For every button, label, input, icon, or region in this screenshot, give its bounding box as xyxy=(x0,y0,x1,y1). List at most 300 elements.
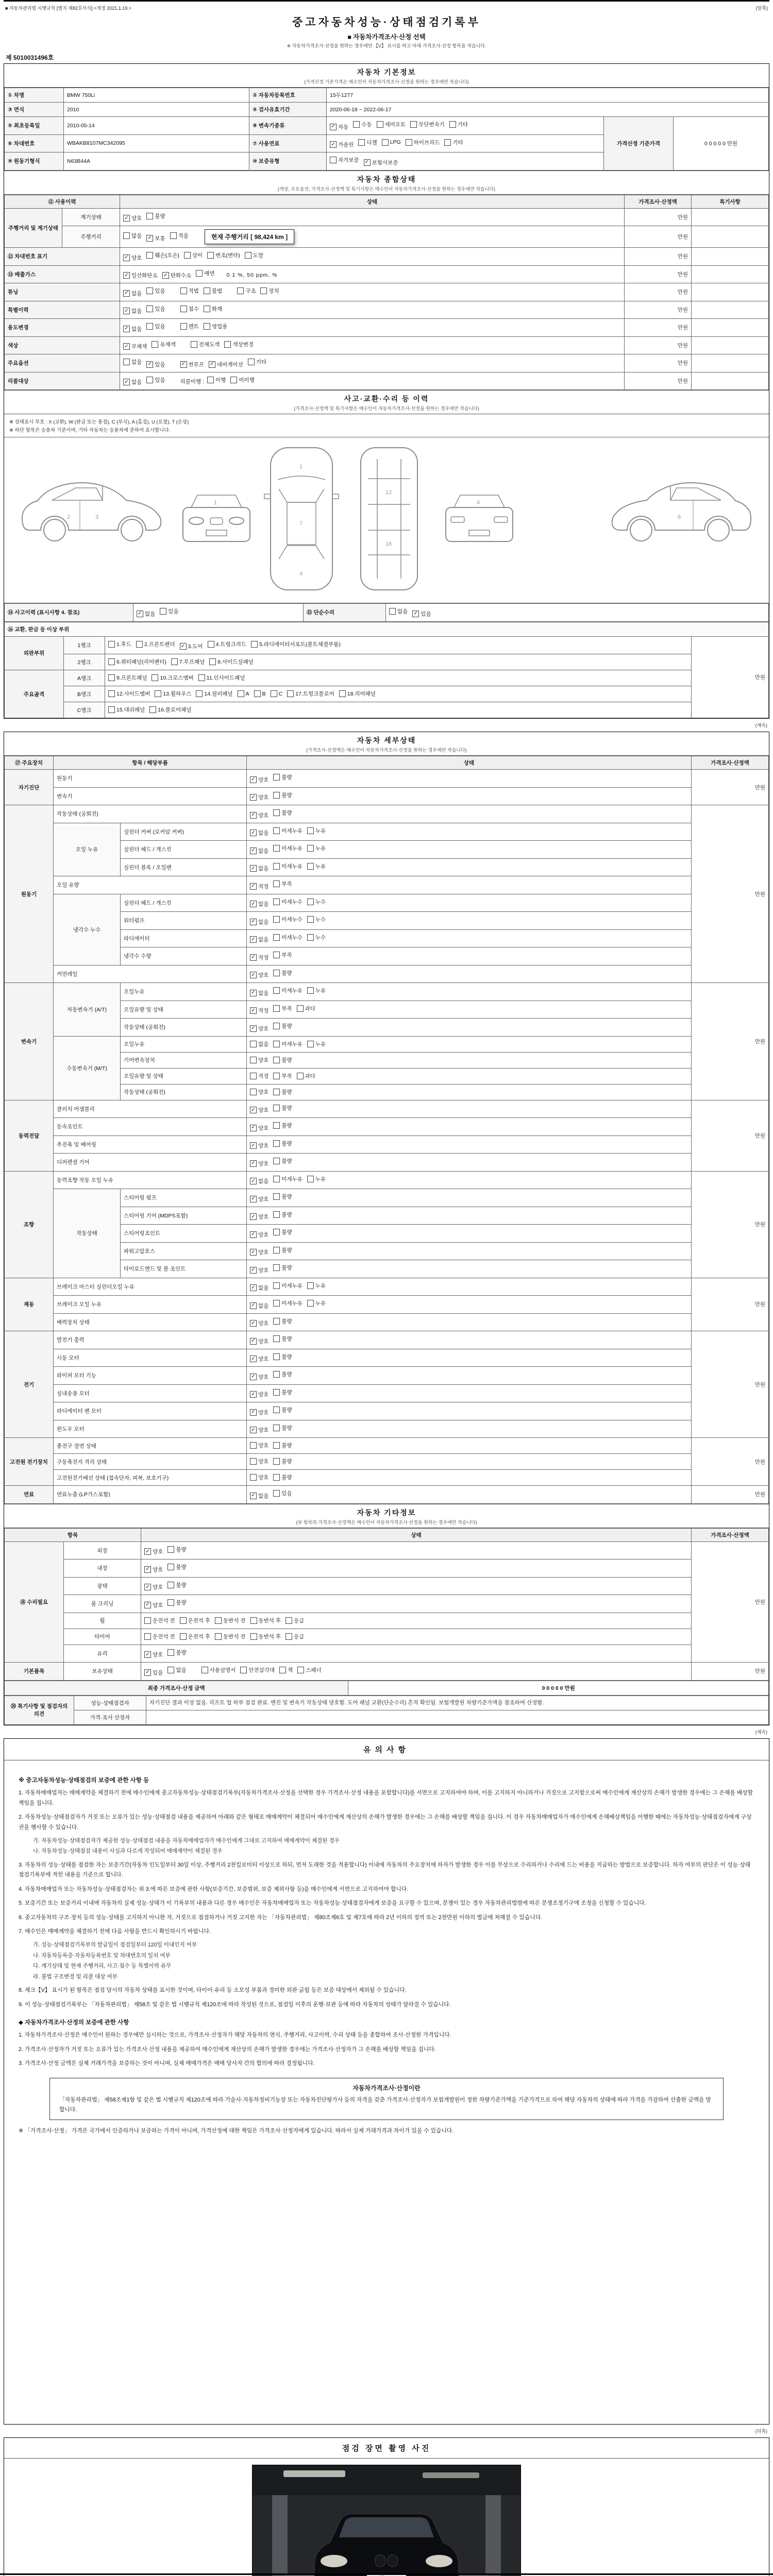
checkbox-unchecked-icon[interactable] xyxy=(167,1599,174,1606)
checkbox-unchecked-icon[interactable] xyxy=(167,1564,174,1570)
checkbox-unchecked-icon[interactable] xyxy=(254,690,261,697)
checkbox-option[interactable] xyxy=(250,1458,268,1465)
checkbox-option[interactable] xyxy=(273,1317,292,1325)
checkbox-option[interactable] xyxy=(123,272,158,279)
checkbox-unchecked-icon[interactable] xyxy=(238,690,244,697)
checkbox-unchecked-icon[interactable] xyxy=(167,1582,174,1588)
checkbox-option[interactable] xyxy=(123,343,147,350)
checkbox-checked-icon[interactable]: ✓ xyxy=(250,919,257,925)
checkbox-unchecked-icon[interactable] xyxy=(146,377,153,383)
checkbox-unchecked-icon[interactable] xyxy=(444,139,451,146)
checkbox-checked-icon[interactable]: ✓ xyxy=(250,1025,257,1032)
checkbox-option[interactable] xyxy=(207,376,226,384)
checkbox-unchecked-icon[interactable] xyxy=(230,377,237,383)
checkbox-unchecked-icon[interactable] xyxy=(353,121,360,128)
checkbox-unchecked-icon[interactable] xyxy=(123,232,130,239)
checkbox-unchecked-icon[interactable] xyxy=(273,1425,280,1431)
checkbox-option[interactable] xyxy=(171,658,205,666)
checkbox-unchecked-icon[interactable] xyxy=(273,1442,280,1449)
checkbox-unchecked-icon[interactable] xyxy=(167,1649,174,1656)
checkbox-unchecked-icon[interactable] xyxy=(307,1282,314,1289)
checkbox-option[interactable] xyxy=(250,1040,268,1048)
checkbox-option[interactable] xyxy=(250,971,268,979)
checkbox-unchecked-icon[interactable] xyxy=(184,252,191,259)
checkbox-unchecked-icon[interactable] xyxy=(273,987,280,994)
checkbox-checked-icon[interactable]: ✓ xyxy=(250,972,257,978)
checkbox-unchecked-icon[interactable] xyxy=(248,359,255,365)
checkbox-option[interactable] xyxy=(250,1473,268,1481)
checkbox-option[interactable] xyxy=(273,1473,292,1481)
checkbox-option[interactable] xyxy=(285,1633,304,1640)
checkbox-option[interactable] xyxy=(108,658,166,666)
checkbox-unchecked-icon[interactable] xyxy=(207,252,214,259)
checkbox-unchecked-icon[interactable] xyxy=(271,690,277,697)
checkbox-option[interactable] xyxy=(250,1426,268,1434)
checkbox-checked-icon[interactable]: ✓ xyxy=(137,611,143,617)
checkbox-option[interactable] xyxy=(250,1355,268,1363)
checkbox-option[interactable] xyxy=(250,1072,268,1080)
checkbox-unchecked-icon[interactable] xyxy=(245,252,251,259)
checkbox-option[interactable] xyxy=(180,305,199,313)
checkbox-unchecked-icon[interactable] xyxy=(273,1300,280,1307)
checkbox-checked-icon[interactable]: ✓ xyxy=(180,643,187,650)
checkbox-option[interactable] xyxy=(273,1005,292,1012)
checkbox-checked-icon[interactable]: ✓ xyxy=(123,308,130,314)
checkbox-checked-icon[interactable]: ✓ xyxy=(250,883,257,890)
checkbox-unchecked-icon[interactable] xyxy=(237,287,244,294)
checkbox-option[interactable] xyxy=(285,1617,304,1624)
checkbox-unchecked-icon[interactable] xyxy=(207,377,214,383)
checkbox-checked-icon[interactable]: ✓ xyxy=(250,1160,257,1167)
checkbox-option[interactable] xyxy=(307,862,326,870)
checkbox-unchecked-icon[interactable] xyxy=(285,1633,292,1640)
checkbox-option[interactable] xyxy=(123,214,142,222)
checkbox-option[interactable] xyxy=(180,1633,211,1640)
checkbox-option[interactable] xyxy=(184,251,203,259)
checkbox-option[interactable] xyxy=(144,1633,175,1640)
checkbox-option[interactable] xyxy=(250,883,268,890)
checkbox-option[interactable] xyxy=(250,1007,268,1014)
checkbox-unchecked-icon[interactable] xyxy=(307,934,314,941)
checkbox-unchecked-icon[interactable] xyxy=(273,1353,280,1360)
checkbox-unchecked-icon[interactable] xyxy=(224,341,231,348)
checkbox-checked-icon[interactable]: ✓ xyxy=(250,1125,257,1131)
checkbox-option[interactable] xyxy=(196,269,214,277)
checkbox-option[interactable] xyxy=(297,1072,315,1080)
checkbox-option[interactable] xyxy=(146,361,165,368)
checkbox-unchecked-icon[interactable] xyxy=(273,1122,280,1129)
checkbox-option[interactable] xyxy=(260,287,279,295)
checkbox-option[interactable] xyxy=(307,1175,326,1183)
checkbox-unchecked-icon[interactable] xyxy=(260,287,267,294)
checkbox-checked-icon[interactable]: ✓ xyxy=(250,1178,257,1184)
checkbox-option[interactable] xyxy=(146,287,165,295)
checkbox-unchecked-icon[interactable] xyxy=(136,641,143,648)
checkbox-unchecked-icon[interactable] xyxy=(273,970,280,976)
checkbox-option[interactable] xyxy=(287,690,334,698)
checkbox-checked-icon[interactable]: ✓ xyxy=(250,1213,257,1220)
checkbox-option[interactable] xyxy=(250,1391,268,1398)
checkbox-checked-icon[interactable]: ✓ xyxy=(250,1107,257,1113)
checkbox-checked-icon[interactable]: ✓ xyxy=(250,901,257,907)
checkbox-option[interactable] xyxy=(170,232,189,240)
checkbox-checked-icon[interactable]: ✓ xyxy=(330,141,337,148)
checkbox-unchecked-icon[interactable] xyxy=(358,139,365,146)
checkbox-unchecked-icon[interactable] xyxy=(146,252,153,259)
checkbox-checked-icon[interactable]: ✓ xyxy=(144,1651,151,1658)
checkbox-option[interactable] xyxy=(250,1056,268,1064)
checkbox-option[interactable] xyxy=(273,951,292,959)
checkbox-unchecked-icon[interactable] xyxy=(108,706,115,713)
checkbox-unchecked-icon[interactable] xyxy=(297,1667,304,1673)
checkbox-checked-icon[interactable]: ✓ xyxy=(250,776,257,783)
checkbox-unchecked-icon[interactable] xyxy=(330,157,337,163)
checkbox-option[interactable] xyxy=(123,307,142,315)
checkbox-option[interactable] xyxy=(144,1669,163,1676)
checkbox-checked-icon[interactable]: ✓ xyxy=(364,159,371,166)
checkbox-option[interactable] xyxy=(144,1583,163,1591)
checkbox-checked-icon[interactable]: ✓ xyxy=(123,255,130,261)
checkbox-unchecked-icon[interactable] xyxy=(146,287,153,294)
checkbox-unchecked-icon[interactable] xyxy=(273,1211,280,1218)
checkbox-unchecked-icon[interactable] xyxy=(307,1300,314,1307)
checkbox-option[interactable] xyxy=(307,1299,326,1307)
checkbox-checked-icon[interactable]: ✓ xyxy=(144,1602,151,1608)
checkbox-unchecked-icon[interactable] xyxy=(273,1318,280,1325)
checkbox-option[interactable] xyxy=(273,791,292,799)
checkbox-option[interactable] xyxy=(180,323,199,330)
checkbox-option[interactable] xyxy=(273,1022,292,1030)
checkbox-option[interactable] xyxy=(250,1284,268,1292)
checkbox-unchecked-icon[interactable] xyxy=(273,1041,280,1047)
checkbox-option[interactable] xyxy=(250,847,268,855)
checkbox-option[interactable] xyxy=(271,690,283,697)
checkbox-option[interactable] xyxy=(250,989,268,997)
checkbox-option[interactable] xyxy=(273,1282,303,1290)
checkbox-option[interactable] xyxy=(167,1581,186,1589)
checkbox-option[interactable] xyxy=(273,987,303,994)
checkbox-checked-icon[interactable]: ✓ xyxy=(250,848,257,854)
checkbox-unchecked-icon[interactable] xyxy=(449,121,456,128)
checkbox-option[interactable] xyxy=(353,121,372,128)
checkbox-unchecked-icon[interactable] xyxy=(191,341,197,348)
checkbox-option[interactable] xyxy=(273,809,292,817)
checkbox-unchecked-icon[interactable] xyxy=(146,323,153,330)
checkbox-unchecked-icon[interactable] xyxy=(146,213,153,219)
checkbox-unchecked-icon[interactable] xyxy=(273,1490,280,1497)
checkbox-option[interactable] xyxy=(444,139,463,146)
checkbox-option[interactable] xyxy=(254,690,266,697)
checkbox-checked-icon[interactable]: ✓ xyxy=(250,1374,257,1380)
checkbox-unchecked-icon[interactable] xyxy=(108,674,115,681)
checkbox-unchecked-icon[interactable] xyxy=(209,658,216,665)
checkbox-option[interactable] xyxy=(273,773,292,781)
checkbox-option[interactable] xyxy=(250,1195,268,1203)
checkbox-checked-icon[interactable]: ✓ xyxy=(412,611,419,617)
checkbox-option[interactable] xyxy=(273,880,292,888)
checkbox-option[interactable] xyxy=(250,900,268,908)
checkbox-unchecked-icon[interactable] xyxy=(273,845,280,852)
checkbox-option[interactable] xyxy=(146,212,165,220)
checkbox-option[interactable] xyxy=(180,1617,211,1624)
checkbox-unchecked-icon[interactable] xyxy=(307,827,314,834)
checkbox-unchecked-icon[interactable] xyxy=(307,916,314,923)
checkbox-unchecked-icon[interactable] xyxy=(198,674,205,681)
checkbox-unchecked-icon[interactable] xyxy=(273,1158,280,1164)
checkbox-option[interactable] xyxy=(307,844,326,852)
checkbox-unchecked-icon[interactable] xyxy=(273,1193,280,1200)
checkbox-option[interactable] xyxy=(240,1666,275,1674)
checkbox-option[interactable] xyxy=(108,640,131,648)
checkbox-option[interactable] xyxy=(146,376,165,384)
checkbox-unchecked-icon[interactable] xyxy=(204,306,210,312)
checkbox-option[interactable] xyxy=(144,1651,163,1658)
checkbox-checked-icon[interactable]: ✓ xyxy=(250,829,257,836)
checkbox-unchecked-icon[interactable] xyxy=(215,1633,222,1640)
checkbox-option[interactable] xyxy=(406,139,440,146)
checkbox-unchecked-icon[interactable] xyxy=(201,1667,208,1673)
checkbox-checked-icon[interactable]: ✓ xyxy=(123,326,130,332)
checkbox-unchecked-icon[interactable] xyxy=(297,1005,304,1012)
checkbox-option[interactable] xyxy=(209,658,254,666)
checkbox-option[interactable] xyxy=(364,159,398,166)
checkbox-checked-icon[interactable]: ✓ xyxy=(250,1409,257,1416)
checkbox-unchecked-icon[interactable] xyxy=(167,1667,174,1673)
checkbox-unchecked-icon[interactable] xyxy=(250,1041,257,1047)
checkbox-option[interactable] xyxy=(208,640,246,648)
checkbox-option[interactable] xyxy=(330,141,354,148)
checkbox-option[interactable] xyxy=(273,1424,292,1432)
checkbox-option[interactable] xyxy=(273,1072,292,1080)
checkbox-option[interactable] xyxy=(180,287,199,295)
checkbox-unchecked-icon[interactable] xyxy=(167,1546,174,1553)
checkbox-option[interactable] xyxy=(237,287,256,295)
checkbox-unchecked-icon[interactable] xyxy=(273,1073,280,1079)
checkbox-checked-icon[interactable]: ✓ xyxy=(330,124,337,130)
checkbox-unchecked-icon[interactable] xyxy=(307,1176,314,1182)
checkbox-checked-icon[interactable]: ✓ xyxy=(250,1249,257,1256)
checkbox-checked-icon[interactable]: ✓ xyxy=(250,1493,257,1499)
checkbox-option[interactable] xyxy=(144,1548,163,1555)
checkbox-option[interactable] xyxy=(167,1599,186,1606)
checkbox-unchecked-icon[interactable] xyxy=(273,1264,280,1271)
checkbox-option[interactable] xyxy=(250,1088,268,1096)
checkbox-checked-icon[interactable]: ✓ xyxy=(250,1427,257,1433)
checkbox-option[interactable] xyxy=(160,607,178,615)
checkbox-unchecked-icon[interactable] xyxy=(273,1140,280,1147)
checkbox-option[interactable] xyxy=(123,290,142,297)
checkbox-option[interactable] xyxy=(250,1633,281,1640)
checkbox-unchecked-icon[interactable] xyxy=(196,690,203,697)
checkbox-option[interactable] xyxy=(273,1228,292,1236)
checkbox-unchecked-icon[interactable] xyxy=(273,1057,280,1063)
checkbox-option[interactable] xyxy=(204,287,222,295)
checkbox-option[interactable] xyxy=(273,1299,303,1307)
checkbox-unchecked-icon[interactable] xyxy=(273,1089,280,1095)
checkbox-option[interactable] xyxy=(250,1177,268,1185)
checkbox-checked-icon[interactable]: ✓ xyxy=(144,1548,151,1555)
checkbox-option[interactable] xyxy=(204,305,222,313)
checkbox-checked-icon[interactable]: ✓ xyxy=(250,1231,257,1238)
checkbox-checked-icon[interactable]: ✓ xyxy=(123,272,130,279)
checkbox-option[interactable] xyxy=(108,706,145,714)
checkbox-option[interactable] xyxy=(307,1282,326,1290)
checkbox-checked-icon[interactable]: ✓ xyxy=(144,1566,151,1573)
checkbox-unchecked-icon[interactable] xyxy=(273,1229,280,1235)
checkbox-unchecked-icon[interactable] xyxy=(297,1073,304,1079)
checkbox-option[interactable] xyxy=(297,1005,315,1012)
checkbox-option[interactable] xyxy=(273,1335,292,1343)
checkbox-option[interactable] xyxy=(273,1264,292,1272)
checkbox-checked-icon[interactable]: ✓ xyxy=(146,361,153,368)
checkbox-unchecked-icon[interactable] xyxy=(273,827,280,834)
checkbox-option[interactable] xyxy=(146,305,165,313)
checkbox-checked-icon[interactable]: ✓ xyxy=(250,794,257,801)
checkbox-option[interactable] xyxy=(146,323,165,330)
checkbox-option[interactable] xyxy=(230,376,254,384)
checkbox-checked-icon[interactable]: ✓ xyxy=(123,290,130,297)
checkbox-option[interactable] xyxy=(155,690,191,698)
checkbox-unchecked-icon[interactable] xyxy=(273,1247,280,1253)
checkbox-option[interactable] xyxy=(410,121,445,128)
checkbox-unchecked-icon[interactable] xyxy=(250,1073,257,1079)
checkbox-option[interactable] xyxy=(250,1025,268,1032)
checkbox-checked-icon[interactable]: ✓ xyxy=(123,215,130,222)
checkbox-option[interactable] xyxy=(250,1302,268,1310)
checkbox-unchecked-icon[interactable] xyxy=(339,690,346,697)
checkbox-checked-icon[interactable]: ✓ xyxy=(250,865,257,872)
checkbox-option[interactable] xyxy=(167,1563,186,1571)
checkbox-option[interactable] xyxy=(273,898,303,906)
checkbox-unchecked-icon[interactable] xyxy=(180,287,187,294)
checkbox-unchecked-icon[interactable] xyxy=(149,706,156,713)
checkbox-option[interactable] xyxy=(358,139,377,146)
checkbox-option[interactable] xyxy=(152,674,193,682)
checkbox-option[interactable] xyxy=(250,829,268,837)
checkbox-unchecked-icon[interactable] xyxy=(208,641,214,648)
checkbox-checked-icon[interactable]: ✓ xyxy=(144,1584,151,1590)
checkbox-unchecked-icon[interactable] xyxy=(273,792,280,799)
checkbox-option[interactable] xyxy=(339,690,376,698)
checkbox-unchecked-icon[interactable] xyxy=(273,1406,280,1413)
checkbox-option[interactable] xyxy=(307,987,326,994)
checkbox-option[interactable] xyxy=(273,1353,292,1361)
checkbox-option[interactable] xyxy=(250,918,268,926)
checkbox-checked-icon[interactable]: ✓ xyxy=(180,361,187,368)
checkbox-option[interactable] xyxy=(167,1546,186,1553)
checkbox-checked-icon[interactable]: ✓ xyxy=(250,1267,257,1274)
checkbox-unchecked-icon[interactable] xyxy=(273,809,280,816)
checkbox-unchecked-icon[interactable] xyxy=(250,1089,257,1095)
checkbox-option[interactable] xyxy=(152,341,175,348)
checkbox-unchecked-icon[interactable] xyxy=(180,1617,187,1624)
checkbox-unchecked-icon[interactable] xyxy=(152,341,158,348)
checkbox-unchecked-icon[interactable] xyxy=(250,1617,257,1624)
checkbox-unchecked-icon[interactable] xyxy=(389,608,396,615)
checkbox-checked-icon[interactable]: ✓ xyxy=(250,1284,257,1291)
checkbox-unchecked-icon[interactable] xyxy=(307,987,314,994)
checkbox-option[interactable] xyxy=(191,341,220,348)
checkbox-option[interactable] xyxy=(250,1373,268,1381)
checkbox-option[interactable] xyxy=(273,1056,292,1064)
checkbox-option[interactable] xyxy=(273,862,303,870)
checkbox-unchecked-icon[interactable] xyxy=(273,1389,280,1396)
checkbox-option[interactable] xyxy=(215,1617,246,1624)
checkbox-option[interactable] xyxy=(273,1442,292,1449)
checkbox-option[interactable] xyxy=(250,1106,268,1114)
checkbox-unchecked-icon[interactable] xyxy=(307,863,314,870)
checkbox-option[interactable] xyxy=(273,1458,292,1465)
checkbox-option[interactable] xyxy=(250,865,268,872)
checkbox-option[interactable] xyxy=(250,1492,268,1500)
checkbox-option[interactable] xyxy=(204,323,227,330)
checkbox-unchecked-icon[interactable] xyxy=(273,1105,280,1111)
checkbox-unchecked-icon[interactable] xyxy=(144,1633,151,1640)
checkbox-option[interactable] xyxy=(273,844,303,852)
checkbox-option[interactable] xyxy=(144,1566,163,1573)
checkbox-unchecked-icon[interactable] xyxy=(377,121,383,128)
checkbox-option[interactable] xyxy=(215,1633,246,1640)
checkbox-unchecked-icon[interactable] xyxy=(180,306,187,312)
checkbox-checked-icon[interactable]: ✓ xyxy=(250,812,257,819)
checkbox-unchecked-icon[interactable] xyxy=(273,1458,280,1465)
checkbox-unchecked-icon[interactable] xyxy=(307,845,314,852)
checkbox-checked-icon[interactable]: ✓ xyxy=(250,990,257,996)
checkbox-unchecked-icon[interactable] xyxy=(273,1005,280,1012)
checkbox-option[interactable] xyxy=(146,251,179,259)
checkbox-option[interactable] xyxy=(180,642,203,650)
checkbox-checked-icon[interactable]: ✓ xyxy=(250,1196,257,1202)
checkbox-unchecked-icon[interactable] xyxy=(273,1023,280,1029)
checkbox-option[interactable] xyxy=(250,811,268,819)
checkbox-option[interactable] xyxy=(250,1442,268,1449)
checkbox-option[interactable] xyxy=(146,234,165,242)
checkbox-option[interactable] xyxy=(273,1157,292,1165)
checkbox-option[interactable] xyxy=(136,640,175,648)
checkbox-unchecked-icon[interactable] xyxy=(204,323,210,330)
checkbox-unchecked-icon[interactable] xyxy=(196,270,203,277)
checkbox-unchecked-icon[interactable] xyxy=(155,690,161,697)
checkbox-unchecked-icon[interactable] xyxy=(273,1282,280,1289)
checkbox-unchecked-icon[interactable] xyxy=(250,1458,257,1465)
checkbox-option[interactable] xyxy=(273,1370,292,1378)
checkbox-option[interactable] xyxy=(198,674,245,682)
checkbox-option[interactable] xyxy=(250,1409,268,1416)
checkbox-unchecked-icon[interactable] xyxy=(146,306,153,312)
checkbox-unchecked-icon[interactable] xyxy=(273,1335,280,1342)
checkbox-unchecked-icon[interactable] xyxy=(273,934,280,941)
checkbox-option[interactable] xyxy=(273,1489,292,1497)
checkbox-unchecked-icon[interactable] xyxy=(273,1474,280,1481)
checkbox-option[interactable] xyxy=(412,610,431,618)
checkbox-checked-icon[interactable]: ✓ xyxy=(144,1669,151,1676)
checkbox-unchecked-icon[interactable] xyxy=(273,774,280,781)
checkbox-option[interactable] xyxy=(273,916,303,923)
checkbox-option[interactable] xyxy=(250,1266,268,1274)
checkbox-option[interactable] xyxy=(123,358,142,366)
checkbox-option[interactable] xyxy=(207,251,240,259)
checkbox-option[interactable] xyxy=(273,1406,292,1414)
checkbox-checked-icon[interactable]: ✓ xyxy=(123,379,130,385)
checkbox-checked-icon[interactable]: ✓ xyxy=(123,343,130,350)
checkbox-unchecked-icon[interactable] xyxy=(108,690,115,697)
checkbox-option[interactable] xyxy=(382,139,401,146)
checkbox-checked-icon[interactable]: ✓ xyxy=(162,272,169,279)
checkbox-option[interactable] xyxy=(273,1211,292,1218)
checkbox-option[interactable] xyxy=(273,827,303,835)
checkbox-unchecked-icon[interactable] xyxy=(307,899,314,905)
checkbox-checked-icon[interactable]: ✓ xyxy=(250,936,257,943)
